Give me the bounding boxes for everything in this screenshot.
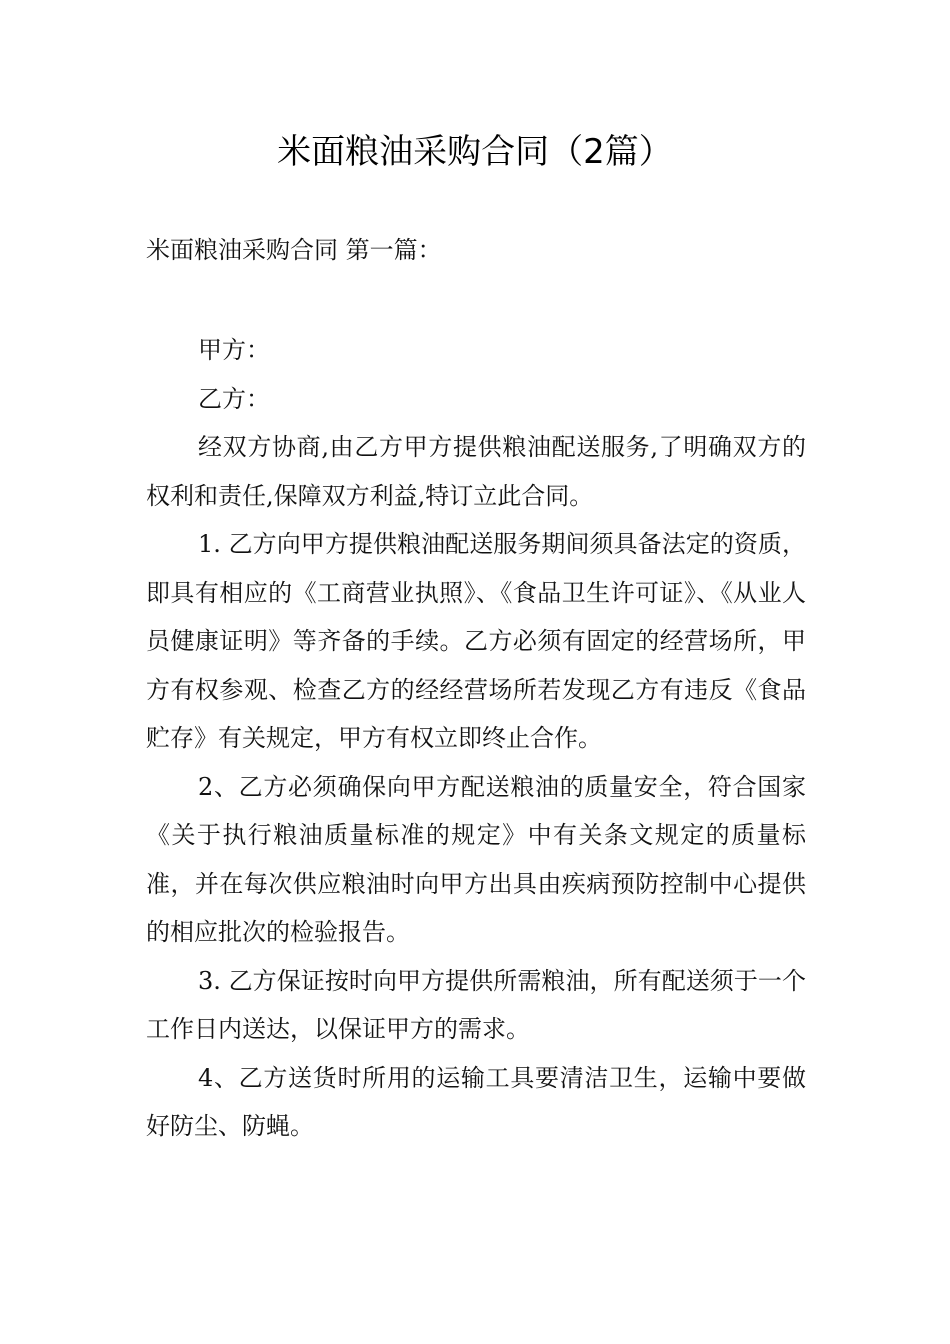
contract-paragraph-2: 2、乙方必须确保向甲方配送粮油的质量安全，符合国家《关于执行粮油质量标准的规定》中有关条文规定的质量标准，并在每次供应粮油时向甲方出具由疾病预防控制中心提供的相应批次的检验报告。 [146, 772, 806, 946]
contract-paragraph-4: 4、乙方送货时所用的运输工具要清洁卫生，运输中要做好防尘、防蝇。 [146, 1063, 806, 1140]
document-title: 米面粮油采购合同（2篇） [277, 132, 673, 172]
contract-body [146, 326, 806, 1151]
party-b-label: 乙方： [198, 384, 270, 413]
contract-paragraph-3: 3. 乙方保证按时向甲方提供所需粮油，所有配送须于一个工作日内送达，以保证甲方的需求。 [146, 966, 806, 1043]
party-a-label: 甲方： [198, 336, 270, 364]
contract-paragraph-intro: 经双方协商,由乙方甲方提供粮油配送服务,了明确双方的权利和责任,保障双方利益,特订立此合同。 [146, 433, 806, 510]
contract-paragraph-1: 1. 乙方向甲方提供粮油配送服务期间须具备法定的资质，即具有相应的《工商营业执照》、《食品卫生许可证》、《从业人员健康证明》等齐备的手续。乙方必须有固定的经营场所，甲方有权参观、检查乙方的经经营场所若发现乙方有违反《食品贮存》有关规定，甲方有权立即终止合作。 [146, 530, 806, 752]
section-heading: 米面粮油采购合同 第一篇： [146, 236, 442, 264]
